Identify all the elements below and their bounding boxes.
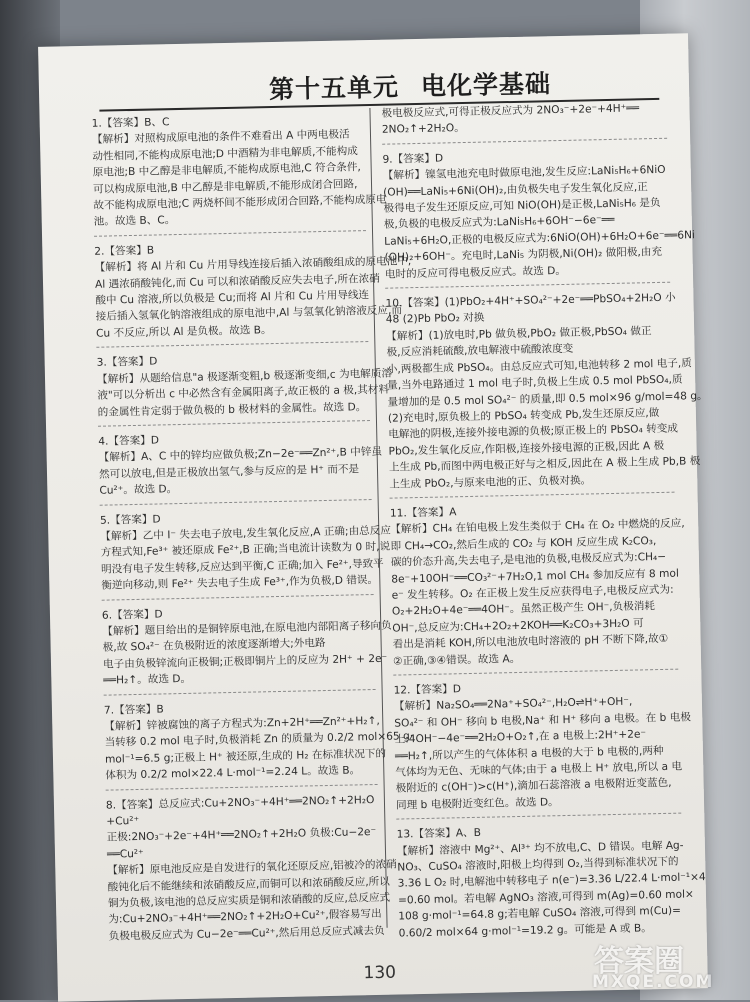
answer-line: 【解析】CH₄ 在铂电极上发生类似于 CH₄ 在 O₂ 中燃烧的反应,	[390, 517, 685, 536]
answer-line: 池。故选 B、C。	[93, 214, 176, 229]
answer-line: 极得电子发生还原反应,可知 NiO(OH)是正极,LaNi₅H₆ 是负	[383, 196, 661, 215]
answer-line: Cu²⁺。故选 D。	[99, 483, 178, 497]
page-number: 130	[363, 962, 397, 984]
answer-line: 5.【答案】D	[99, 512, 161, 527]
answer-item	[385, 290, 708, 499]
answer-item	[393, 677, 692, 820]
answer-line: 10.【答案】(1)PbO₂+4H⁺+SO₄²⁻+2e⁻══PbSO₄+2H₂O 小	[385, 291, 676, 310]
answer-line: O₂+2H₂O+4e⁻══4OH⁻。虽然正极产生 OH⁻,负极消耗	[391, 600, 656, 618]
answer-line: 上生成 PbO₂,与原来电池的正、负极对换。	[389, 473, 592, 491]
answer-line: 量增加的是 0.5 mol SO₄²⁻ 的质量,即 0.5 mol×96 g/mol=48 g。	[387, 389, 708, 409]
answer-item	[105, 792, 397, 950]
answer-line: 【解析】将 Al 片和 Cu 片用导线连接后插入浓硝酸组成的原电池中,	[94, 255, 412, 275]
answer-item	[382, 146, 696, 289]
answer-line: 液"可以分析出 c 中必然含有金属阳离子,故正极的 a 极,其材料	[97, 383, 390, 402]
answer-line: 【解析】(1)放电时,Pb 做负极,PbO₂ 做正极,PbSO₄ 做正	[386, 325, 652, 343]
answer-line: 1.【答案】B、C	[91, 116, 170, 130]
answer-line: 7.【答案】B	[103, 703, 164, 717]
answer-line: 4.【答案】D	[98, 434, 160, 448]
answer-line: 2NO₂↑+2H₂O。	[381, 122, 465, 137]
answer-line: 极附近的 c(OH⁻)>c(H⁺),滴加石蕊溶液 a 电极附近变蓝色,	[395, 777, 672, 796]
answer-line: 量,当外电路通过 1 mol 电子时,负极上生成 0.5 mol PbSO₄,质	[387, 373, 683, 392]
answer-line: 铜为负极,该电池的总反应实质是铜和浓硝酸的反应,总反应式	[107, 891, 391, 910]
answer-line: 气体均为无色、无味的气体;由于 a 电极上 H⁺ 放电,所以 a 电	[395, 760, 683, 779]
answer-item	[98, 428, 383, 505]
answer-line: PbO₂,发生氧化反应,作阳极,连接外接电源的正极,因此 A 极	[388, 439, 665, 458]
right-column	[381, 100, 708, 954]
answer-line: 为:Cu+2NO₃⁻+4H⁺══2NO₂↑+2H₂O+Cu²⁺,假容易写出	[108, 908, 382, 927]
answer-line: e⁻ 发生转移。O₂ 在正极上发生反应获得电子,电极反应式为:	[391, 583, 674, 602]
answer-line: 上生成 Pb,而图中两电极正好与之相反,因此在 A 极上生成 Pb,B 极	[388, 455, 701, 474]
answer-line: 【解析】对照构成原电池的条件不难看出 A 中两电极活	[91, 128, 350, 147]
answer-line: 电子由负极锌流向正极铜;正极即铜片上的反应为 2H⁺ + 2e⁻	[102, 652, 388, 671]
topic-label: 电化学基础	[420, 69, 552, 101]
answer-line: 酸中 Cu 溶液,所以负极是 Cu;而将 Al 片和 Cu 片用导线连	[95, 289, 370, 307]
answer-line: 动性相同,不能构成原电池;D 中酒精为非电解质,不能构成	[92, 145, 358, 163]
answer-line: 8.【答案】总反应式:Cu+2NO₃⁻+4H⁺══2NO₂↑+2H₂O	[105, 793, 375, 812]
answer-line: 酸钝化后不能继续和浓硝酸反应,而铜可以和浓硝酸反应,所以	[107, 875, 390, 894]
page-title	[269, 64, 552, 106]
answer-line: 【解析】锌被腐蚀的离子方程式为:Zn+2H⁺══Zn²⁺+H₂↑,	[104, 714, 380, 733]
answer-line: 【解析】A、C 中的锌均应做负极;Zn−2e⁻══Zn²⁺,B 中锌虽	[98, 446, 383, 465]
answer-line: 同理 b 电极附近变红色。故选 D。	[395, 796, 559, 812]
answer-line: ══H₂↑。故选 D。	[103, 673, 192, 687]
answer-line: NO₃、CuSO₄ 溶液时,阳极上均得到 O₂,当得到标准状况下的	[397, 855, 679, 874]
answer-line: 当转移 0.2 mol 电子时,负极消耗 Zn 的质量为 0.2/2 mol×65 g·	[104, 730, 414, 750]
answer-item	[91, 110, 387, 237]
answer-line: (OH)══LaNi₅+6Ni(OH)₂,由负极失电子发生氧化反应,正	[383, 180, 648, 199]
answer-line: Al 遇浓硝酸钝化,而 Cu 可以和浓硝酸反应失去电子,所在浓硝	[94, 272, 380, 291]
answer-item	[99, 507, 392, 601]
answer-line: OH⁻,总反应为:CH₄+2O₂+2KOH══K₂CO₃+3H₂O 可	[392, 617, 644, 635]
answer-line: ②正确,③④错误。故选 A。	[392, 652, 521, 668]
answer-line: 48 (2)Pb PbO₂ 对换	[385, 312, 485, 327]
answer-line: 【解析】乙中 I⁻ 失去电子放电,发生氧化反应,A 正确;由总反应	[100, 524, 392, 543]
answer-line: 极,反应消耗硫酸,放电解液中硫酸浓度变	[386, 343, 574, 359]
answer-line: mol⁻¹=6.5 g;正极上 H⁺ 被还原,生成的 H₂ 在标准状况下的	[104, 747, 387, 766]
answer-line: 即 CH₄→CO₂,然后生成的 CO₂ 与 KOH 反应生成 K₂CO₃,	[390, 534, 657, 553]
answer-line: ══H₂↑,所以产生的气体体积 a 电极的大于 b 电极的,两种	[394, 744, 664, 763]
answer-line: 故不能构成原电池;C 两烧杯间不能形成闭合回路,不能构成原电	[93, 193, 387, 212]
answer-line: 看出是消耗 KOH,所以电池放电时溶液的 pH 不断下降,故①	[392, 633, 669, 651]
answer-item	[94, 238, 412, 348]
answer-line: 明没有电子发生转移,反应达到平衡,C 正确;加入 Fe²⁺,导致平	[100, 557, 384, 576]
watermark-brand: 答案圈	[594, 944, 684, 979]
answer-line: 108 g·mol⁻¹=64.8 g;若电解 CuSO₄ 溶液,可得到 m(Cu)=	[398, 904, 682, 923]
watermark	[590, 938, 740, 996]
answer-item	[389, 500, 685, 676]
answer-line: 2.【答案】B	[94, 244, 155, 258]
answer-line: 体积为 0.2/2 mol×22.4 L·mol⁻¹=2.24 L。故选 B。	[105, 764, 361, 782]
answer-line: 接后插入氢氧化钠溶液组成的原电池中,Al 与氢氧化钠溶液反应,而	[95, 304, 403, 324]
answer-line: 【解析】原电池反应是自发进行的氧化还原反应,铝被冷的浓硝	[107, 858, 397, 877]
answer-line: 电解池的阴极,连接外接电源的负极;原正极上的 PbSO₄ 转变成	[388, 422, 679, 441]
answer-line: 上:4OH⁻−4e⁻══2H₂O+O₂↑,在 a 电极上:2H⁺+2e⁻	[394, 728, 647, 746]
answer-line: 11.【答案】A	[389, 506, 457, 520]
answer-line: 衡逆向移动,则 Fe²⁺ 失去电子生成 Fe³⁺,作为负极,D 错误。	[101, 574, 379, 592]
answer-line: 6.【答案】D	[101, 607, 163, 622]
answer-line: 然可以放电,但是正极放出氢气,参与反应的是 H⁺ 而不是	[98, 463, 360, 481]
answer-item	[381, 100, 667, 145]
answer-line: SO₄²⁻ 和 OH⁻ 移向 b 电极,Na⁺ 和 H⁺ 移向 a 电极。在 b 电极	[394, 711, 692, 730]
answer-line: 【解析】镍氢电池充电时做原电池,发生反应:LaNi₅H₆+6NiO	[382, 164, 666, 182]
answer-item	[396, 821, 706, 947]
answer-line: 8e⁻+10OH⁻══CO₃²⁻+7H₂O,1 mol CH₄ 参加反应有 8 mol	[391, 567, 679, 586]
answer-line: =0.60 mol。若电解 AgNO₃ 溶液,可得到 m(Ag)=0.60 mol×	[397, 888, 694, 907]
answer-line: 极,故 SO₄²⁻ 在负极附近的浓度逐渐增大;外电路	[102, 637, 326, 655]
answer-line: 的金属性肯定弱于做负极的 b 极材料的金属性。故选 D。	[97, 400, 367, 419]
book-page	[38, 33, 708, 1001]
answer-line: 【解析】溶液中 Mg²⁺、Al³⁺ 均不放电,C、D 错误。电解 Ag-	[396, 839, 684, 858]
answer-line: LaNi₅+6H₂O,正极的电极反应式为:6NiO(OH)+6H₂O+6e⁻══6Ni	[384, 229, 696, 248]
answer-line: Cu 不反应,所以 Al 是负极。故选 B。	[95, 323, 272, 340]
answer-line: 【解析】题目给出的是铜锌原电池,在原电池内部阳离子移向负	[102, 619, 392, 638]
watermark-url: MXQE.COM	[592, 972, 715, 992]
answer-line: 可以构成原电池,B 中乙醇是非电解质,不能形成闭合回路,	[92, 177, 358, 196]
answer-item	[101, 602, 392, 696]
answer-line: 3.【答案】D	[96, 355, 158, 370]
answer-line: 12.【答案】D	[393, 683, 462, 697]
answer-line: 负极电极反应式为 Cu−2e⁻══Cu²⁺,然后用总反应式减去负	[108, 924, 385, 943]
answer-line: (OH)₂+6OH⁻。充电时,LaNi₅ 为阴极,Ni(OH)₂ 做阳极,由充	[384, 246, 663, 264]
answer-item	[96, 349, 393, 426]
answer-line: 原电池;B 中乙醇是非电解质,不能构成原电池,C 符合条件,	[92, 161, 361, 180]
answer-line: 电时的反应可得电极反应式。故选 D。	[384, 264, 567, 281]
answer-line: 【解析】从题给信息"a 极逐渐变粗,b 极逐渐变细,c 为电解质溶	[96, 367, 393, 386]
unit-label: 第十五单元	[268, 72, 400, 105]
answer-line: 3.36 L O₂ 时,电解池中转移电子 n(e⁻)=3.36 L/22.4 L·mol⁻¹×4	[397, 871, 706, 891]
answer-line: +Cu²⁺	[106, 814, 140, 828]
answer-line: 9.【答案】D	[382, 152, 444, 166]
answer-line: 极,负极的电极反应式为:LaNi₅H₆+6OH⁻−6e⁻══	[383, 214, 615, 232]
answer-line: 0.60/2 mol×64 g·mol⁻¹=19.2 g。可能是 A 或 B。	[398, 921, 652, 940]
answer-line: 碳的价态升高,失去电子,是电池的负极,电极反应式为:CH₄−	[390, 551, 667, 569]
answer-line: 小,两极都生成 PbSO₄。由总反应式可知,电池转移 2 mol 电子,质	[386, 356, 692, 376]
answer-item	[103, 697, 414, 791]
answer-line: 13.【答案】A、B	[396, 827, 482, 841]
answer-line: 【解析】Na₂SO₄══2Na⁺+SO₄²⁻,H₂O⇌H⁺+OH⁻,	[393, 696, 633, 714]
answer-line: 正极:2NO₃⁻+2e⁻+4H⁺══2NO₂↑+2H₂O 负极:Cu−2e⁻	[106, 826, 377, 845]
answer-line: 方程式知,Fe³⁺ 被还原成 Fe²⁺,B 正确;当电流计读数为 0 时,说	[100, 540, 391, 560]
answer-line: ══Cu²⁺	[106, 847, 144, 861]
answer-line: 极电极反应式,可得正极反应式为 2NO₃⁻+2e⁻+4H⁺══	[381, 102, 640, 120]
answer-line: (2)充电时,原负极上的 PbSO₄ 转变成 Pb,发生还原反应,做	[387, 406, 660, 425]
